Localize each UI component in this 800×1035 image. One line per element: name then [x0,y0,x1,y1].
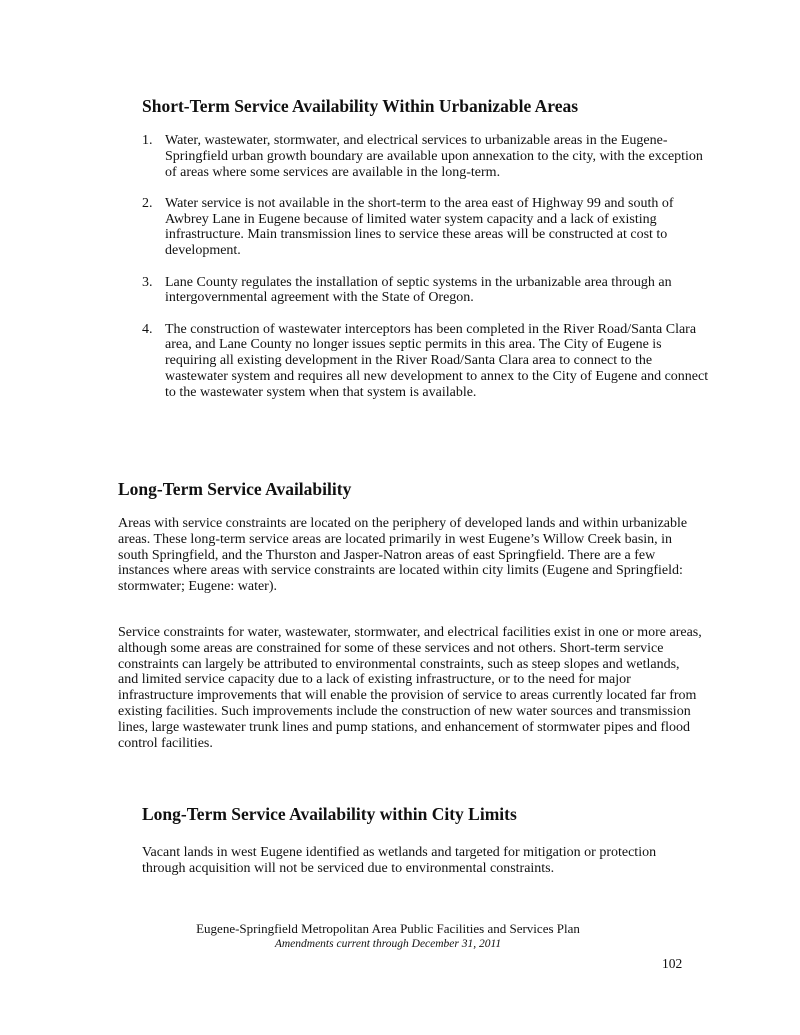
city-limits-paragraph: Vacant lands in west Eugene identified as wetlands and targeted for mitigation or protection through acquisition will not be serviced due to environmental constraints. [142,845,657,876]
short-term-list [142,133,712,416]
list-item [142,275,712,307]
page-number: 102 [662,956,683,971]
long-term-paragraph-1: Areas with service constraints are located on the periphery of developed lands and within urbanizable areas. These long-term service areas are located primarily in west Eugene’s Willow Creek basin, in south Springfield, and the Thurston and Jasper-Natron areas of east Springfield. There are a few instances where areas with service constraints are located within city limits (Eugene and Springfield: stormwater; Eugene: water). [118,516,688,595]
list-item-text: Lane County regulates the installation of septic systems in the urbanizable area through an intergovernmental agreement with the State of Oregon. [165,274,672,306]
long-term-paragraph-2: Service constraints for water, wastewater, stormwater, and electrical facilities exist in one or more areas, although some areas are constrained for some of these services and not others. Short-term service constraints can largely be attributed to environmental constraints, such as steep slopes and wetlands, and limited service capacity due to a lack of existing infrastructure, or to the need for major infrastructure improvements that will enable the provision of service to areas currently located far from existing facilities. Such improvements include the construction of new water sources and transmission lines, large wastewater trunk lines and pump stations, and enhancement of stormwater pipes and flood control facilities. [118,625,702,751]
list-item-number: 4. [142,321,153,337]
list-item-text: The construction of wastewater interceptors has been completed in the River Road/Santa Clara area, and Lane County no longer issues septic permits in this area. The City of Eugene is requiring all existing development in the River Road/Santa Clara area to connect to the wastewater system and requires all new development to annex to the City of Eugene and connect to the wastewater system when that system is available. [165,321,709,400]
list-item [142,322,712,401]
city-limits-heading: Long-Term Service Availability within City Limits [142,804,517,824]
long-term-heading: Long-Term Service Availability [118,479,352,499]
list-item-number: 3. [142,274,153,290]
footer-subtitle: Amendments current through December 31, 2011 [274,938,502,950]
list-item-number: 1. [142,133,153,148]
short-term-heading: Short-Term Service Availability Within Urbanizable Areas [142,96,579,116]
list-item [142,196,712,259]
footer-title: Eugene-Springfield Metropolitan Area Public Facilities and Services Plan [196,921,580,936]
list-item [142,133,712,180]
list-item-number: 2. [142,195,153,211]
list-item-text: Water service is not available in the short-term to the area east of Highway 99 and south of Awbrey Lane in Eugene because of limited water system capacity and a lack of existing infrastructure. Main transmission lines to service these areas will be constructed at cost to development. [165,195,674,259]
list-item-text: Water, wastewater, stormwater, and electrical services to urbanizable areas in the Eugene-Springfield urban growth boundary are available upon annexation to the city, with the exception of areas where some services are available in the long-term. [165,133,703,180]
